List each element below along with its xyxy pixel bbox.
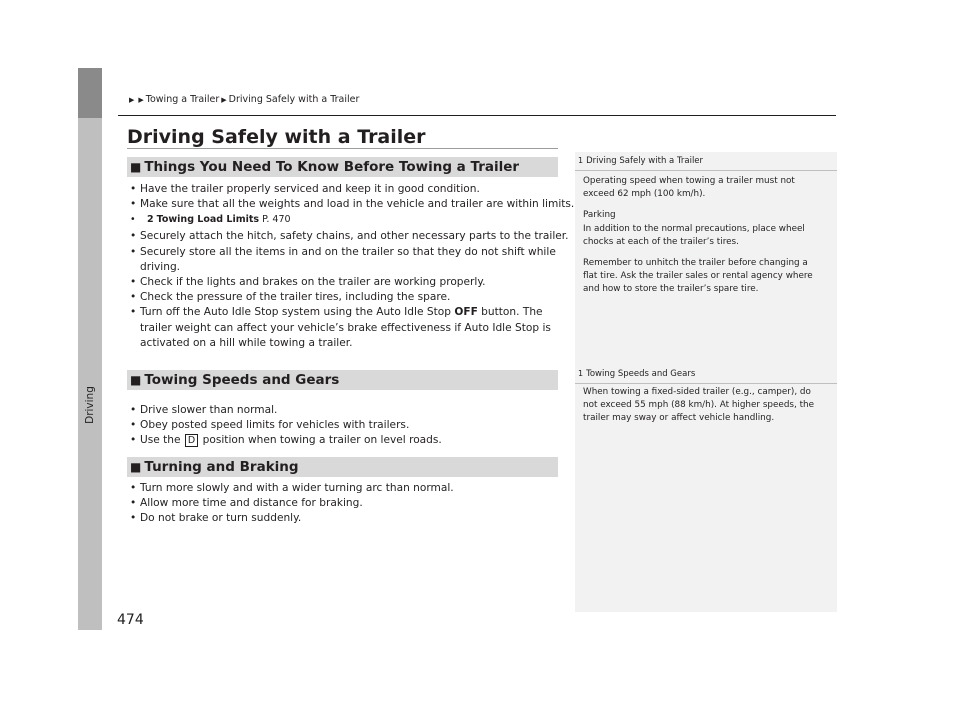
list-item: • Turn off the Auto Idle Stop system using the Auto Idle Stop OFF button. The trailer weight can affect your vehicle’s brake effectiveness if Auto Idle Stop is activated on a hill while towing a trailer. (127, 305, 567, 351)
section-square-icon: ■ (130, 160, 142, 174)
cross-reference-link[interactable]: • 2 Towing Load Limits P. 470 (127, 213, 567, 227)
section-square-icon: ■ (130, 460, 142, 474)
list-item: • Allow more time and distance for braking. (127, 496, 567, 511)
breadcrumb-arrow-icon: ▶ (129, 95, 135, 104)
turning-list (127, 481, 567, 527)
list-item: • Check if the lights and brakes on the trailer are working properly. (127, 275, 567, 290)
speeds-list (127, 403, 567, 449)
list-item: • Check the pressure of the trailer tires, including the spare. (127, 290, 567, 305)
chapter-tab (78, 68, 102, 630)
chapter-label: Driving (84, 386, 96, 424)
list-item: • Obey posted speed limits for vehicles with trailers. (127, 418, 567, 433)
title-divider (127, 148, 558, 149)
breadcrumb-item[interactable]: Towing a Trailer (145, 94, 220, 105)
chapter-tab-marker (78, 68, 102, 118)
section-heading-turning: ■ Turning and Braking (127, 457, 558, 477)
breadcrumb (127, 94, 359, 105)
breadcrumb-arrow-icon: ▶ (221, 95, 227, 104)
gear-d-icon: D (185, 434, 198, 447)
list-item: • Make sure that all the weights and load in the vehicle and trailer are within limits. (127, 197, 567, 212)
list-item: • Securely attach the hitch, safety chains, and other necessary parts to the trailer. (127, 229, 567, 244)
list-item: • Use the D position when towing a trailer on level roads. (127, 433, 567, 448)
note-body-speeds: When towing a fixed-sided trailer (e.g., camper), do not exceed 55 mph (88 km/h). At higher speeds, the trailer may sway or affect vehicle handling. (583, 387, 815, 424)
section-heading-speeds: ■ Towing Speeds and Gears (127, 370, 558, 390)
page-title: Driving Safely with a Trailer (127, 126, 426, 148)
section-heading-know: ■ Things You Need To Know Before Towing a Trailer (127, 157, 558, 177)
header-divider (118, 115, 836, 116)
list-item: • Drive slower than normal. (127, 403, 567, 418)
breadcrumb-arrow-icon: ▶ (138, 95, 144, 104)
list-item: • Securely store all the items in and on the trailer so that they do not shift while driving. (127, 245, 567, 275)
list-item: • Have the trailer properly serviced and keep it in good condition. (127, 182, 567, 197)
breadcrumb-item[interactable]: Driving Safely with a Trailer (228, 94, 360, 105)
note-body-safely: Operating speed when towing a trailer must not exceed 62 mph (100 km/h). Parking In addition to the normal precautions, place wheel chocks at each of the trailer’s tires. Remember to unhitch the trailer before changing a flat tire. Ask the trailer sales or rental agency where and how to store the trailer’s spare tire. (583, 176, 813, 295)
page-number: 474 (117, 612, 144, 628)
note-title-safely: 1 Driving Safely with a Trailer (575, 156, 837, 171)
section-square-icon: ■ (130, 373, 142, 387)
know-list (127, 182, 575, 351)
list-item: • Do not brake or turn suddenly. (127, 511, 567, 526)
list-item: • Turn more slowly and with a wider turning arc than normal. (127, 481, 567, 496)
note-title-speeds: 1 Towing Speeds and Gears (575, 369, 837, 384)
